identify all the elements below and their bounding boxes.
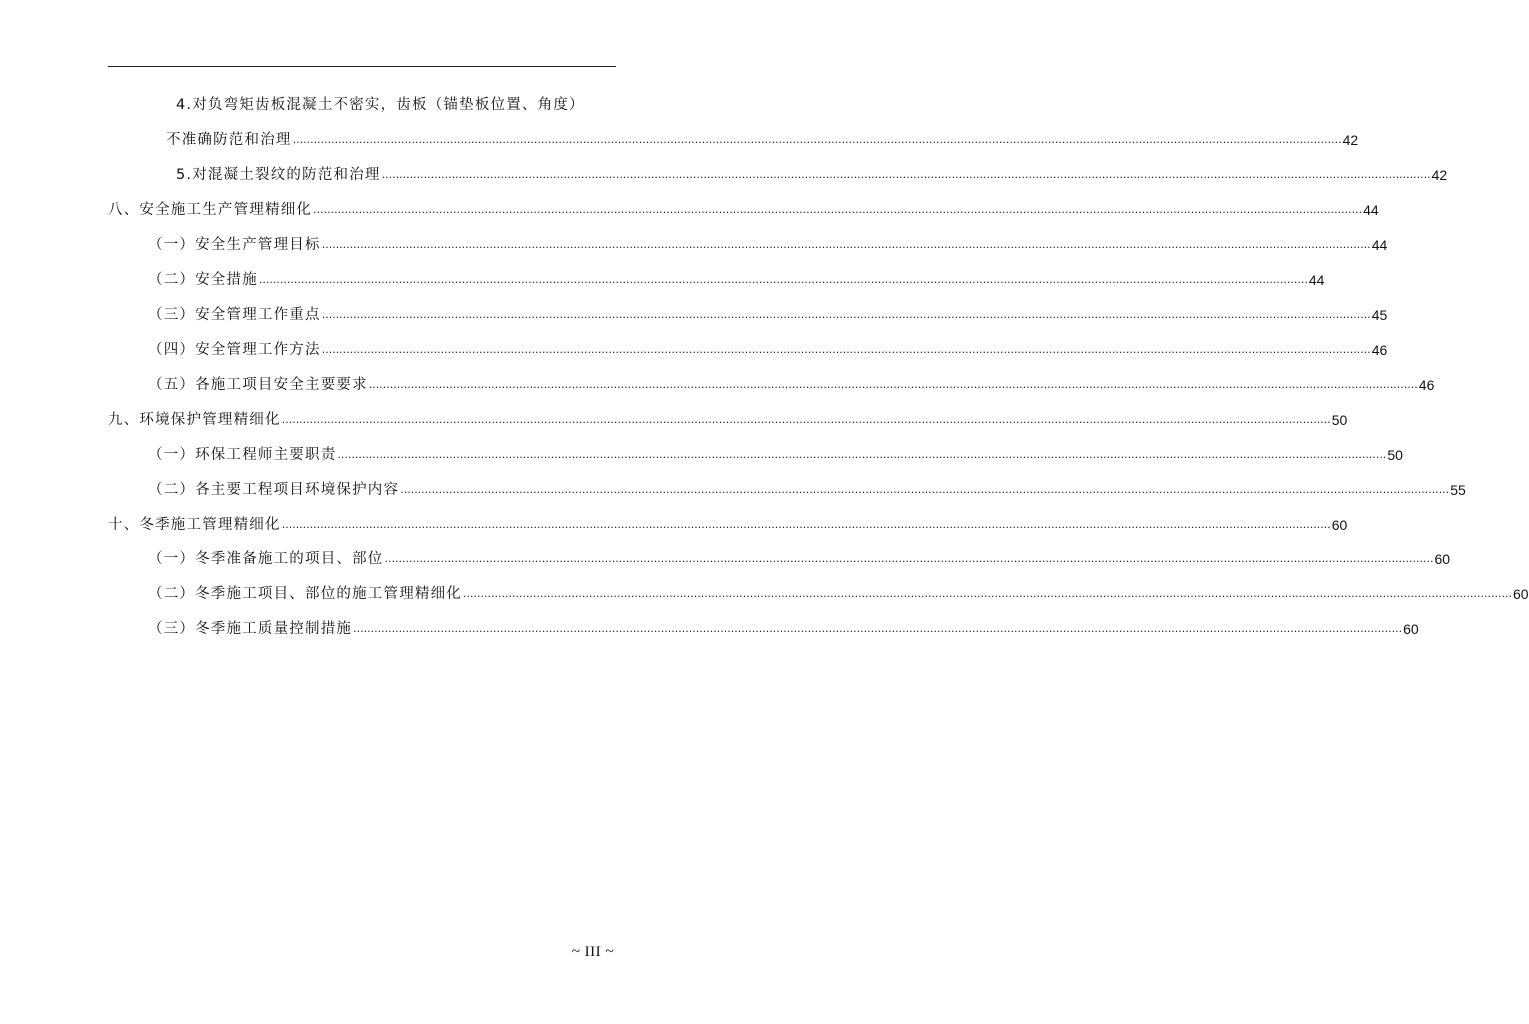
toc-entry-text: 不准确防范和治理 — [166, 132, 292, 148]
toc-leader-dots: ............................................................................................................................................................................................................................................................................................................ — [281, 413, 1331, 426]
toc-page-number: 55 — [1450, 482, 1466, 498]
toc-entry[interactable] — [148, 303, 1388, 325]
toc-page-number: 60 — [1434, 551, 1451, 567]
toc-leader-dots: ............................................................................................................................................................................................................................................................................................................ — [400, 483, 1450, 496]
toc-leader-dots: ............................................................................................................................................................................................................................................................................................................ — [353, 622, 1403, 635]
toc-entry-text: （二）各主要工程项目环境保护内容 — [148, 482, 400, 498]
toc-entry[interactable] — [148, 582, 1529, 604]
toc-leader-dots: ............................................................................................................................................................................................................................................................................................................ — [463, 587, 1512, 600]
toc-page-number: 50 — [1387, 447, 1403, 463]
toc-leader-dots: ............................................................................................................................................................................................................................................................................................................ — [337, 448, 1387, 461]
toc-leader-dots: ............................................................................................................................................................................................................................................................................................................ — [258, 273, 1308, 286]
toc-entry[interactable] — [108, 198, 1379, 220]
toc-entry-text: 4.对负弯矩齿板混凝土不密实，齿板（锚垫板位置、角度） — [176, 97, 585, 113]
toc-entry-text: （二）冬季施工项目、部位的施工管理精细化 — [148, 586, 462, 602]
toc-leader-dots: ............................................................................................................................................................................................................................................................................................................ — [381, 168, 1431, 181]
toc-entry-text: （四）安全管理工作方法 — [148, 342, 321, 358]
toc-entry[interactable] — [108, 513, 1348, 535]
toc-page-number: 44 — [1308, 272, 1325, 288]
toc-page-number: 44 — [1371, 237, 1388, 253]
toc-entry[interactable] — [148, 617, 1419, 639]
toc-entry-text: （一）安全生产管理目标 — [148, 237, 321, 253]
toc-leader-dots: ............................................................................................................................................................................................................................................................................................................ — [384, 552, 1434, 565]
toc-entry[interactable] — [148, 478, 1466, 500]
toc-entry-text: 5.对混凝土裂纹的防范和治理 — [176, 167, 381, 183]
toc-page-number: 44 — [1363, 202, 1379, 218]
toc-page-number: 45 — [1371, 307, 1388, 323]
toc-entry-text: （五）各施工项目安全主要要求 — [148, 377, 368, 393]
toc-entry[interactable] — [148, 547, 1451, 569]
toc-entry[interactable] — [108, 408, 1348, 430]
toc-page-number: 50 — [1331, 412, 1348, 428]
toc-entry[interactable] — [148, 443, 1403, 465]
toc-page-number: 42 — [1342, 132, 1359, 148]
toc-page-number: 60 — [1403, 621, 1419, 637]
toc-entry-text: （一）冬季准备施工的项目、部位 — [148, 551, 384, 567]
toc-entry-text: （一）环保工程师主要职责 — [148, 447, 337, 463]
toc-entry-text: （三）安全管理工作重点 — [148, 307, 321, 323]
toc-page-number: 46 — [1418, 377, 1435, 393]
toc-entry-text: 十、冬季施工管理精细化 — [108, 517, 281, 533]
toc-leader-dots: ............................................................................................................................................................................................................................................................................................................ — [281, 518, 1331, 531]
toc-leader-dots: ............................................................................................................................................................................................................................................................................................................ — [321, 308, 1371, 321]
toc-entry[interactable] — [148, 268, 1325, 290]
toc-page-number: 60 — [1512, 586, 1529, 602]
toc-entry[interactable] — [148, 338, 1388, 360]
toc-entry[interactable] — [148, 233, 1388, 255]
toc-page-number: 46 — [1371, 342, 1388, 358]
toc-leader-dots: ............................................................................................................................................................................................................................................................................................................ — [313, 203, 1363, 216]
page-footer-number: ~ III ~ — [571, 944, 614, 960]
toc-entry[interactable] — [166, 128, 1359, 150]
toc-entry-text: 八、安全施工生产管理精细化 — [108, 202, 313, 218]
toc-entry-text: （三）冬季施工质量控制措施 — [148, 621, 353, 637]
toc-entry-text: （二）安全措施 — [148, 272, 258, 288]
toc-leader-dots: ............................................................................................................................................................................................................................................................................................................ — [321, 238, 1371, 251]
toc-entry-text: 九、环境保护管理精细化 — [108, 412, 281, 428]
toc-leader-dots: ............................................................................................................................................................................................................................................................................................................ — [292, 133, 1342, 146]
toc-entry[interactable] — [176, 163, 1448, 185]
toc-page-number: 60 — [1331, 517, 1348, 533]
toc-page-number: 42 — [1431, 167, 1448, 183]
toc-leader-dots: ............................................................................................................................................................................................................................................................................................................ — [321, 343, 1371, 356]
toc-entry[interactable] — [148, 373, 1435, 395]
toc-leader-dots: ............................................................................................................................................................................................................................................................................................................ — [368, 378, 1418, 391]
